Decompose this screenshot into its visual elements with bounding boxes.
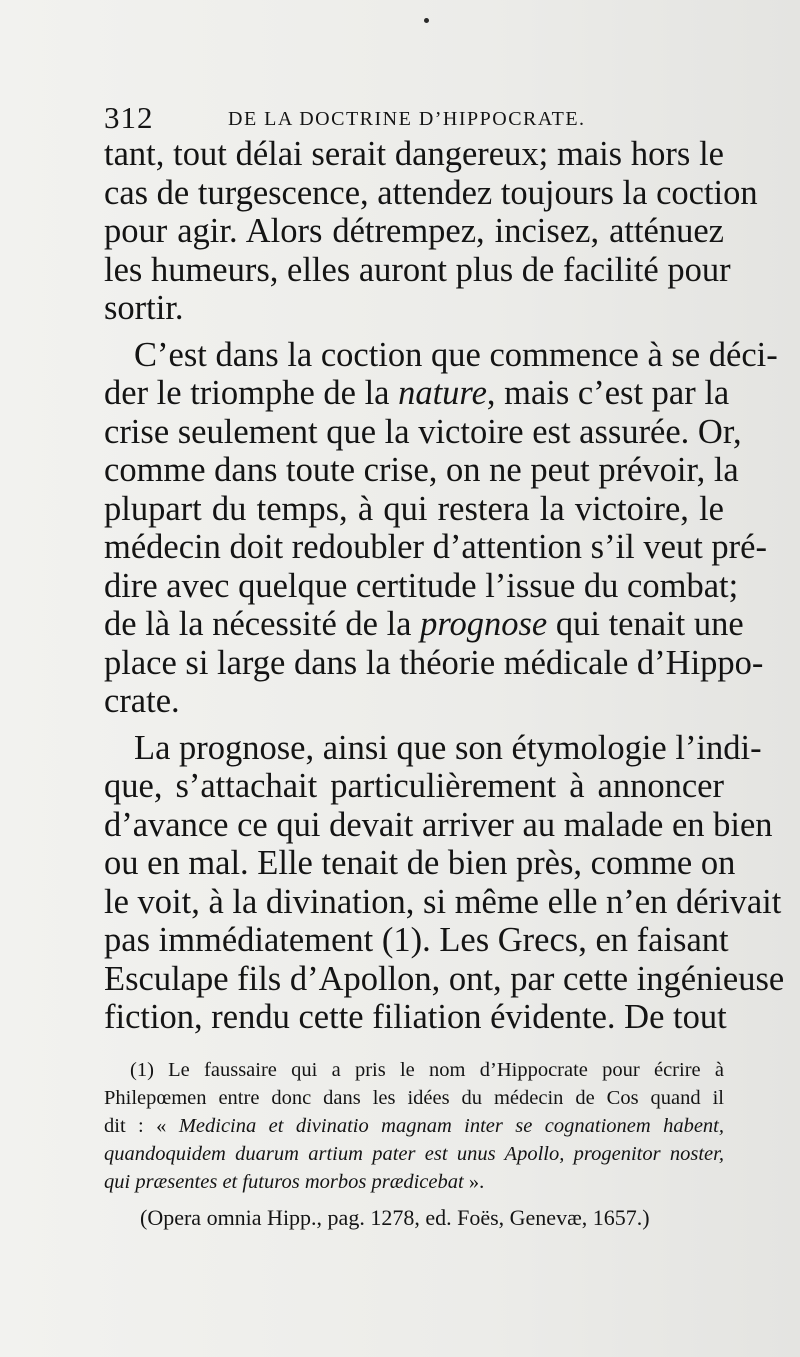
text-line: pas immédiatement (1). Les Grecs, en faisant [104,921,729,959]
ink-speck [424,18,429,23]
text-line: fiction, rendu cette filiation évidente. De tout [104,998,727,1036]
footnote [104,1056,724,1232]
text-segment: , mais c’est par la [486,374,730,412]
latin-quote: quandoquidem duarum artium pater est unus Apollo, progenitor noster, [104,1143,724,1165]
text-line: C’est dans la coction que commence à se déci- [134,335,778,374]
text-line: place si large dans la théorie médicale d’Hippo- [104,643,764,682]
text-line: La prognose, ainsi que son étymologie l’indi- [134,728,762,767]
footnote-line [104,1140,724,1168]
text-line: cas de turgescence, attendez toujours la coction [104,173,758,212]
footnote-line [104,1112,724,1140]
text-segment: qui tenait une [547,605,744,643]
body-text [104,135,785,1037]
text-line: plupart du temps, à qui restera la victoire, le [104,489,724,528]
text-line: les humeurs, elles auront plus de facilité pour [104,250,731,289]
text-line [104,374,730,413]
paragraph-3 [104,728,785,1037]
page-number: 312 [104,100,154,135]
running-title: DE LA DOCTRINE D’HIPPOCRATE. [228,108,586,130]
text-segment: der le triomphe de la [104,374,399,412]
text-line: dire avec quelque certitude l’issue du combat; [104,566,739,605]
text-line: comme dans toute crise, on ne peut prévoir, la [104,451,739,489]
text-segment: dit : « [104,1115,179,1137]
text-line: sortir. [104,289,184,327]
text-segment: ». [463,1171,485,1193]
footnote-line [104,1168,724,1196]
text-line: le voit, à la divination, si même elle n’en dérivait [104,882,782,921]
text-line: que, s’attachait particulièrement à annoncer [104,767,724,805]
footnote-citation: (Opera omnia Hipp., pag. 1278, ed. Foës, Genevæ, 1657.) [140,1205,650,1230]
text-line: tant, tout délai serait dangereux; mais hors le [104,135,724,173]
text-line: Esculape fils d’Apollon, ont, par cette ingénieuse [104,959,785,998]
footnote-line: (1) Le faussaire qui a pris le nom d’Hippocrate pour écrire à [130,1059,724,1081]
text-line [104,605,744,644]
running-head [104,100,724,136]
text-line: crise seulement que la victoire est assurée. Or, [104,412,742,451]
italic-term: nature [398,374,487,412]
latin-quote: qui præsentes et futuros morbos prædicebat [104,1171,464,1193]
text-segment: de là la nécessité de la [104,605,421,643]
paragraph-2 [104,335,778,721]
footnote-line: Philepœmen entre donc dans les idées du médecin de Cos quand il [104,1087,724,1109]
latin-quote: Medicina et divinatio magnam inter se cognationem habent, [178,1115,725,1137]
paragraph-1 [104,135,758,328]
text-line: médecin doit redoubler d’attention s’il veut pré- [104,528,767,566]
text-line: crate. [104,682,180,720]
italic-term: prognose [420,605,548,643]
text-line: pour agir. Alors détrempez, incisez, atténuez [104,212,724,250]
text-line: d’avance ce qui devait arriver au malade en bien [104,805,773,844]
text-line: ou en mal. Elle tenait de bien près, comme on [104,844,736,882]
